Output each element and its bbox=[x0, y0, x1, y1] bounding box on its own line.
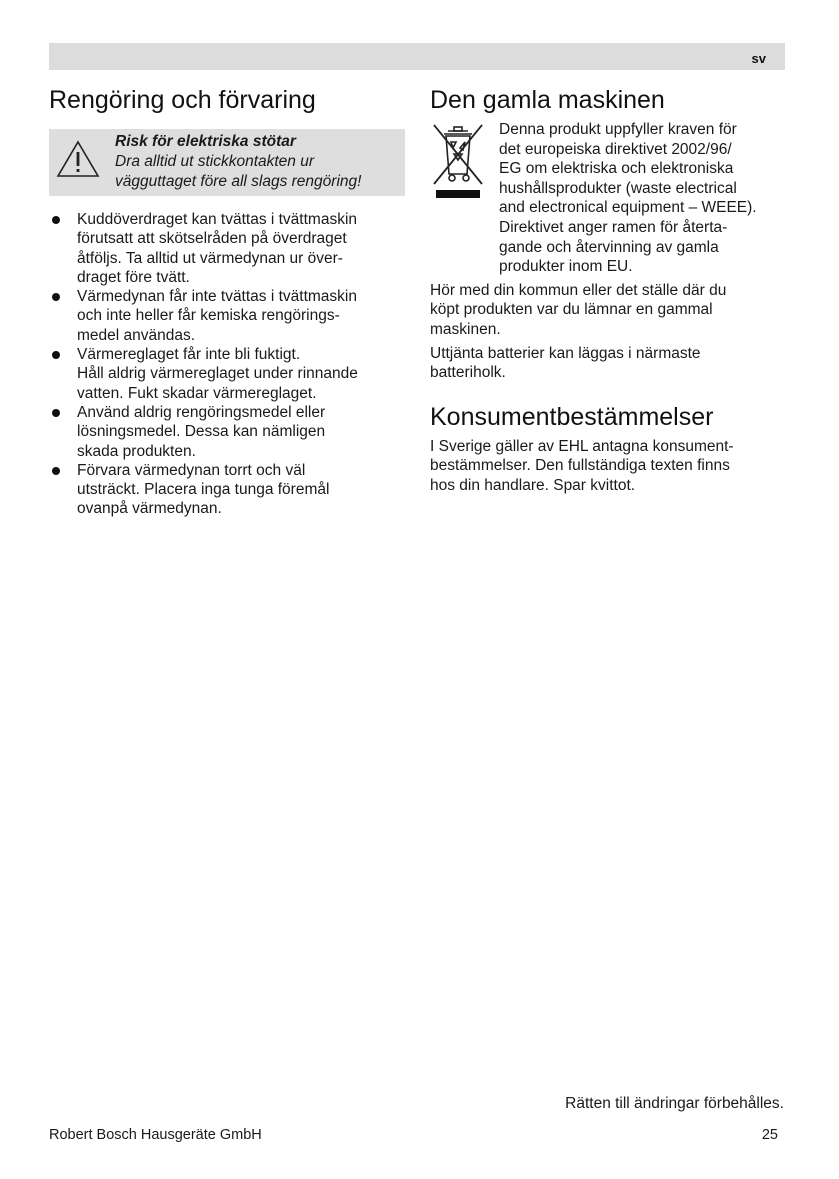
bullet-icon bbox=[52, 293, 60, 301]
warning-title: Risk för elektriska stötar bbox=[115, 133, 296, 150]
cleaning-list bbox=[49, 210, 405, 519]
paragraph-batteries: Uttjänta batterier kan läggas i närmaste batteriholk. bbox=[430, 344, 701, 382]
weee-block bbox=[430, 120, 790, 277]
bullet-icon bbox=[52, 409, 60, 417]
bullet-icon bbox=[52, 467, 60, 475]
language-bar bbox=[49, 43, 785, 70]
right-column bbox=[430, 82, 790, 496]
list-item: Värmedynan får inte tvättas i tvättmaskin och inte heller får kemiska rengörings- medel användas. bbox=[49, 287, 405, 345]
section-title-cleaning: Rengöring och förvaring bbox=[49, 86, 316, 114]
weee-text: Denna produkt uppfyller kraven för det europeiska direktivet 2002/96/ EG om elektriska och elektroniska hushållsprodukter (waste electrical and electronical equipment – WEEE). Direktivet anger ramen för återta- gande och återvinning av gamla produkter inom EU. bbox=[499, 121, 757, 276]
section-title-old-machine: Den gamla maskinen bbox=[430, 86, 665, 114]
bullet-icon bbox=[52, 216, 60, 224]
company-name: Robert Bosch Hausgeräte GmbH bbox=[49, 1127, 262, 1143]
warning-text: Dra alltid ut stickkontakten ur vägguttaget före all slags rengöring! bbox=[115, 153, 362, 190]
warning-triangle-icon bbox=[56, 140, 100, 183]
language-code: sv bbox=[751, 51, 766, 66]
list-item: Värmereglaget får inte bli fuktigt. Håll aldrig värmereglaget under rinnande vatten. Fukt skadar värmereglaget. bbox=[49, 345, 405, 403]
warning-box bbox=[49, 129, 405, 196]
paragraph-municipality: Hör med din kommun eller det ställe där du köpt produkten var du lämnar en gammal maskinen. bbox=[430, 281, 727, 338]
crossed-out-wheelie-bin-icon bbox=[430, 122, 486, 202]
list-item: Kuddöverdraget kan tvättas i tvättmaskin förutsatt att skötselråden på överdraget åtföljs. Ta alltid ut värmedynan ur över- draget före tvätt. bbox=[49, 210, 405, 287]
list-item: Förvara värmedynan torrt och väl utsträckt. Placera inga tunga föremål ovanpå värmedynan. bbox=[49, 461, 405, 519]
changes-reserved-note: Rätten till ändringar förbehålles. bbox=[565, 1095, 784, 1112]
list-item: Använd aldrig rengöringsmedel eller lösningsmedel. Dessa kan nämligen skada produkten. bbox=[49, 403, 405, 461]
left-column bbox=[49, 82, 405, 519]
paragraph-consumer: I Sverige gäller av EHL antagna konsument- bestämmelser. Den fullständiga texten finns hos din handlare. Spar kvittot. bbox=[430, 437, 734, 494]
page-number: 25 bbox=[761, 1127, 778, 1143]
bullet-icon bbox=[52, 351, 60, 359]
section-title-consumer: Konsumentbestämmelser bbox=[430, 402, 714, 431]
